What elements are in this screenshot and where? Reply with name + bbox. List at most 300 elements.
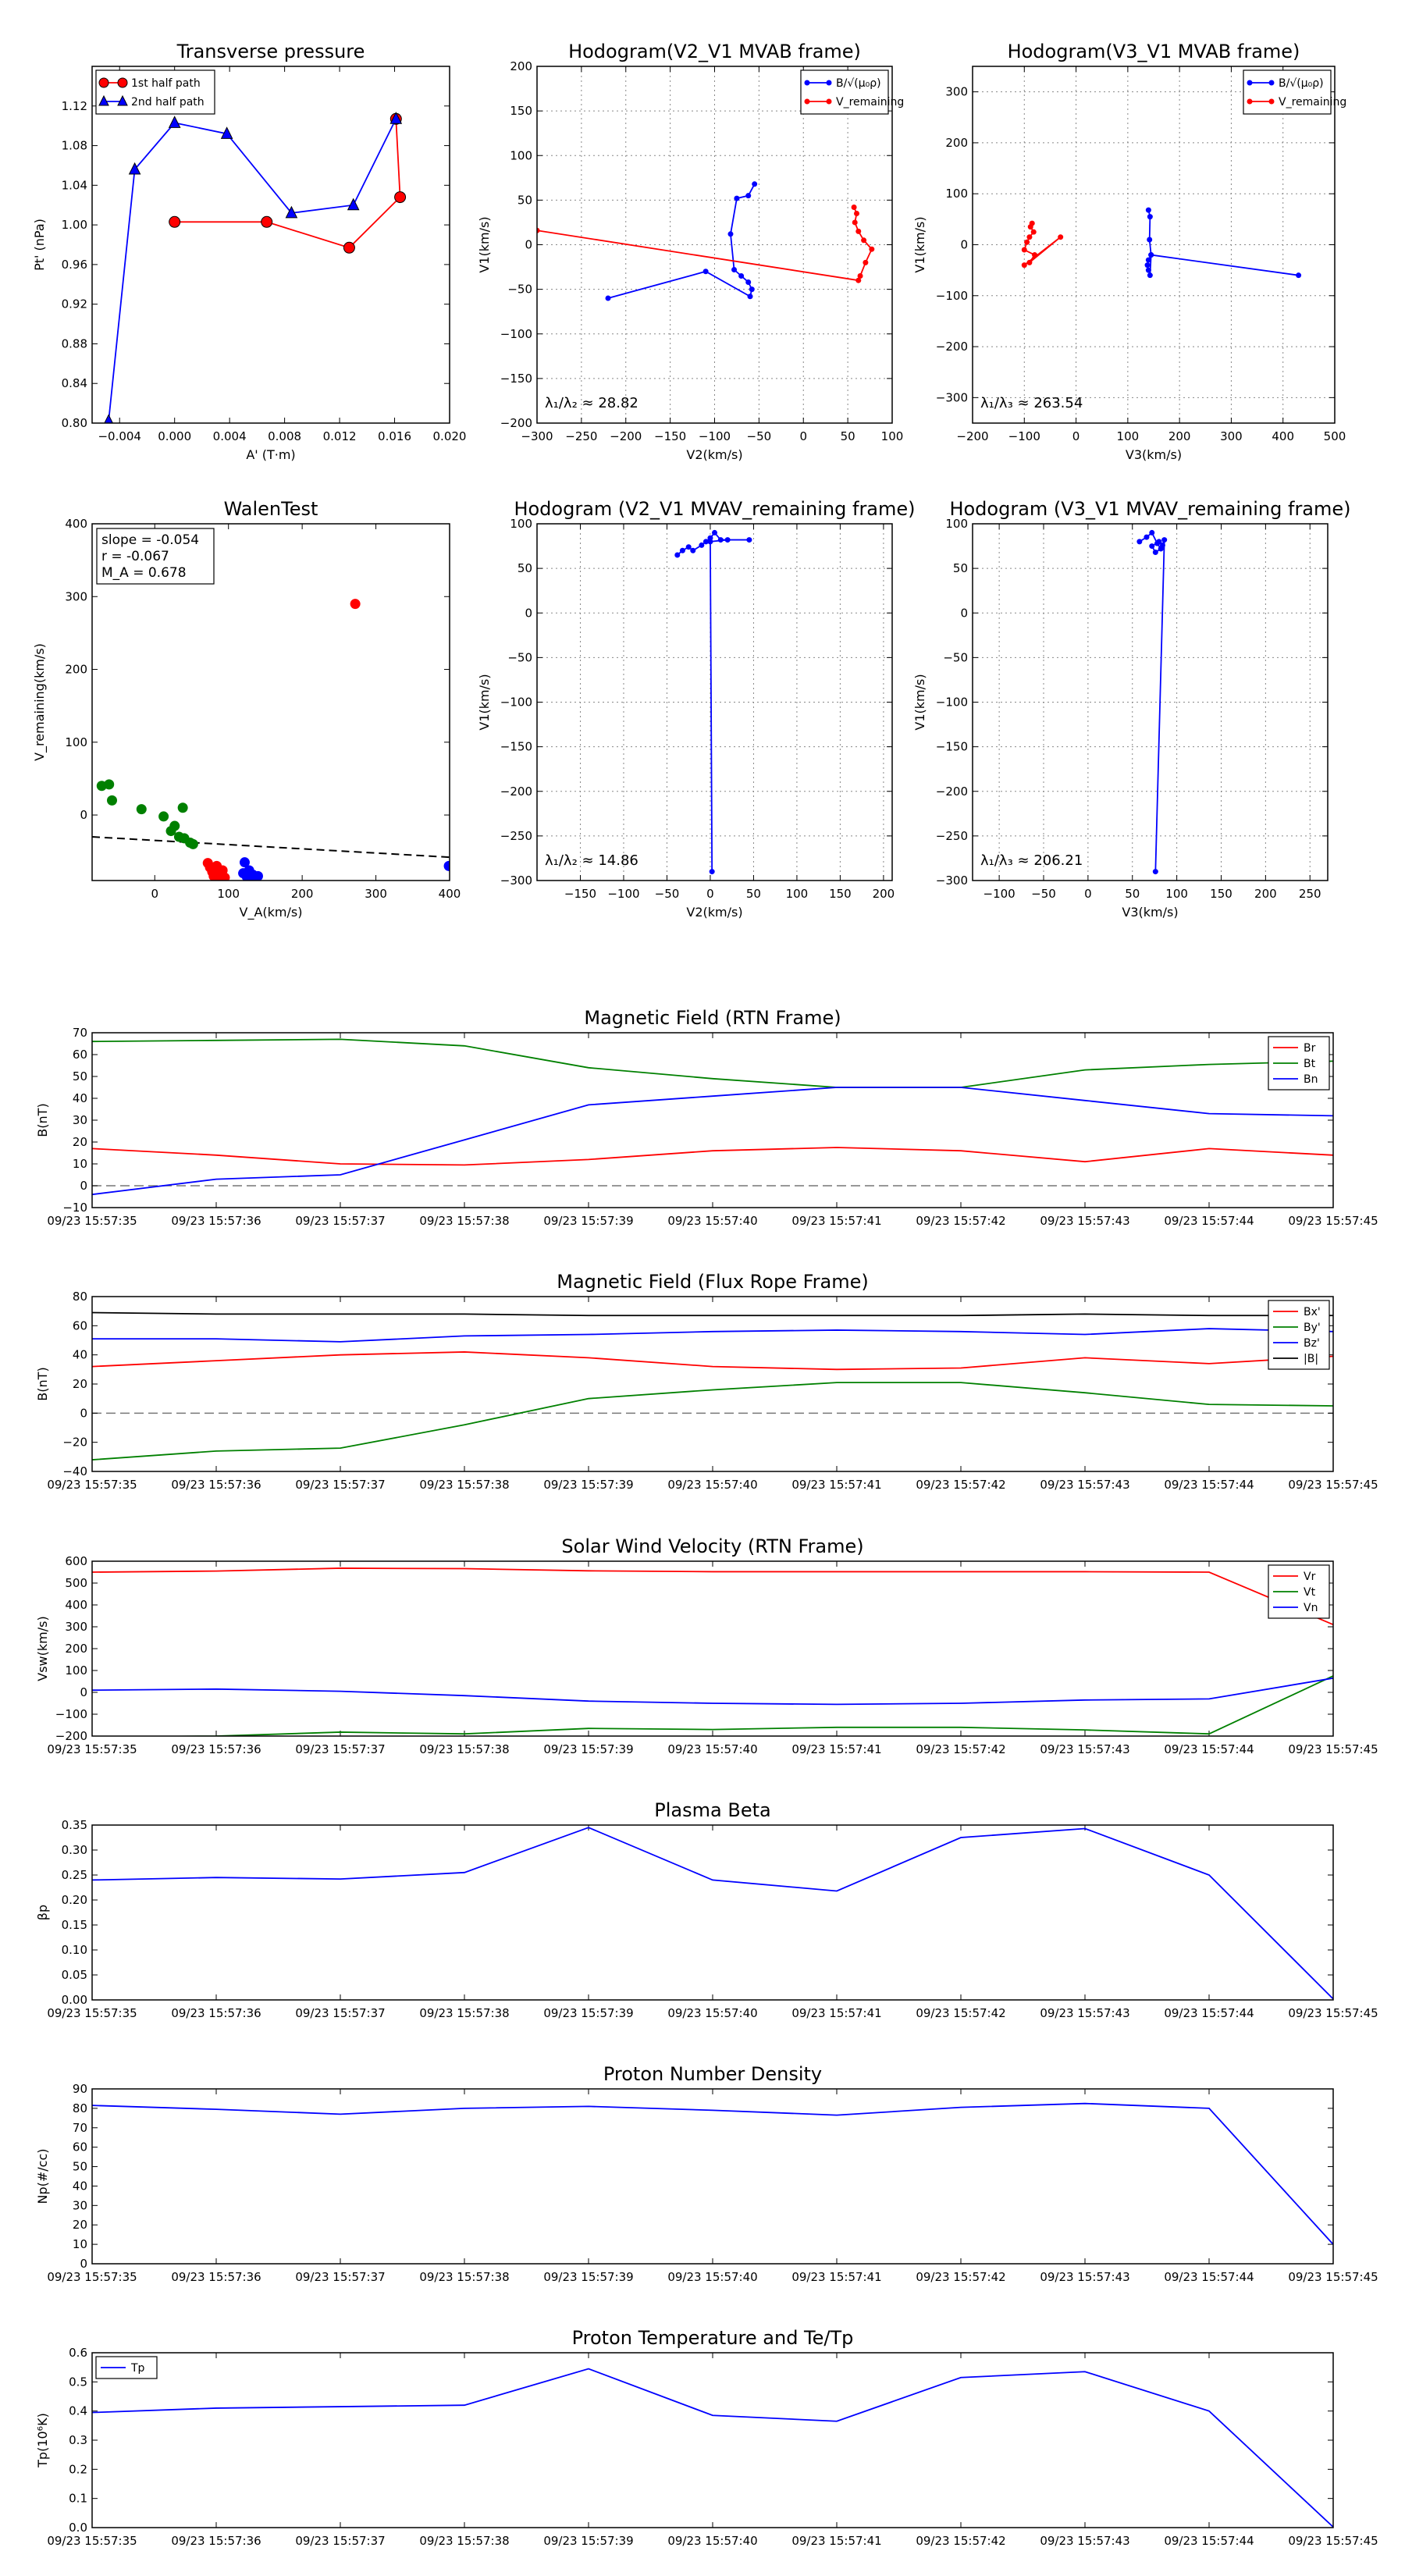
y-tick-label: −150 [935, 739, 968, 754]
legend [1268, 1037, 1329, 1090]
x-tick-label: 50 [1125, 887, 1140, 901]
y-tick-label: −100 [500, 326, 532, 341]
y-tick-label: 300 [945, 84, 968, 99]
x-tick-label: 09/23 15:57:35 [47, 1478, 137, 1492]
x-tick-label: 50 [840, 429, 855, 443]
data-point [169, 216, 180, 227]
x-tick-label: 09/23 15:57:41 [791, 2270, 882, 2284]
x-tick-label: 100 [1165, 887, 1188, 901]
legend-marker [827, 80, 832, 86]
x-tick-label: 100 [880, 429, 904, 443]
x-tick-label: 09/23 15:57:42 [916, 2534, 1006, 2548]
y-tick-label: 60 [72, 1048, 87, 1062]
data-point [1022, 247, 1027, 253]
x-tick-label: 09/23 15:57:41 [791, 2534, 882, 2548]
y-tick-label: 500 [65, 1576, 87, 1590]
x-tick-label: −50 [746, 429, 772, 443]
legend-marker [1269, 80, 1275, 86]
data-point [1149, 530, 1154, 535]
x-tick-label: 09/23 15:57:38 [419, 1742, 510, 1756]
data-point [169, 821, 180, 831]
y-tick-label: 0.6 [69, 2346, 87, 2360]
y-tick-label: 0 [80, 1685, 87, 1699]
x-tick-label: 09/23 15:57:37 [295, 1742, 386, 1756]
x-tick-label: 09/23 15:57:44 [1164, 1214, 1254, 1228]
x-tick-label: 09/23 15:57:35 [47, 1214, 137, 1228]
data-point [710, 869, 715, 874]
x-tick-label: 09/23 15:57:45 [1288, 1214, 1378, 1228]
legend-label: Tp [131, 2362, 145, 2375]
legend-label: Vn [1304, 1602, 1318, 1614]
y-tick-label: 0.20 [61, 1893, 87, 1907]
x-tick-label: 09/23 15:57:40 [667, 2006, 758, 2020]
y-tick-label: 0.92 [61, 297, 87, 311]
y-tick-label: −10 [62, 1201, 87, 1215]
y-axis-label: V_remaining(km/s) [32, 643, 47, 761]
y-tick-label: 80 [72, 2101, 87, 2115]
x-tick-label: −250 [565, 429, 598, 443]
chart-title: Transverse pressure [176, 41, 365, 62]
y-tick-label: 0.84 [61, 376, 87, 391]
x-axis-label: V3(km/s) [1122, 905, 1179, 920]
data-point [869, 247, 874, 252]
y-tick-label: −100 [935, 288, 968, 303]
chart-title: Plasma Beta [654, 1799, 771, 1821]
y-tick-label: 0.3 [69, 2433, 87, 2447]
x-tick-label: 09/23 15:57:44 [1164, 2270, 1254, 2284]
data-point [240, 857, 250, 867]
y-axis-label: V1(km/s) [912, 216, 927, 273]
x-tick-label: 0.012 [322, 429, 357, 443]
x-tick-label: 0 [151, 887, 159, 901]
data-point [1028, 224, 1033, 229]
y-tick-label: −250 [500, 828, 532, 843]
y-tick-label: 200 [65, 662, 87, 677]
x-tick-label: 09/23 15:57:36 [171, 2270, 261, 2284]
x-tick-label: 0.020 [432, 429, 467, 443]
x-tick-label: 150 [1210, 887, 1232, 901]
y-tick-label: 40 [72, 2179, 87, 2194]
x-tick-label: 0.008 [268, 429, 302, 443]
x-tick-label: −150 [564, 887, 597, 901]
x-tick-label: 200 [1254, 887, 1277, 901]
data-point [188, 839, 198, 849]
y-tick-label: −300 [935, 873, 968, 888]
y-axis-label: B(nT) [35, 1367, 50, 1401]
annotation-text: λ₁/λ₂ ≈ 14.86 [545, 852, 638, 869]
y-axis-label: Vsw(km/s) [35, 1616, 50, 1681]
x-tick-label: 09/23 15:57:38 [419, 1214, 510, 1228]
x-tick-label: 0.004 [212, 429, 247, 443]
y-tick-label: 20 [72, 1377, 87, 1391]
x-axis-label: V_A(km/s) [239, 905, 303, 920]
data-point [725, 537, 731, 543]
data-point [731, 267, 737, 272]
y-tick-label: 90 [72, 2082, 87, 2096]
x-tick-label: 0 [1072, 429, 1080, 443]
chart-title: Hodogram (V2_V1 MVAV_remaining frame) [514, 498, 916, 520]
data-point [1024, 240, 1030, 245]
data-point [1026, 234, 1032, 240]
y-tick-label: 0.88 [61, 336, 87, 351]
legend-label: |B| [1304, 1353, 1319, 1365]
x-tick-label: 09/23 15:57:38 [419, 2534, 510, 2548]
x-tick-label: 250 [1298, 887, 1321, 901]
data-point [674, 552, 680, 557]
x-tick-label: 300 [1220, 429, 1243, 443]
x-tick-label: 09/23 15:57:35 [47, 2270, 137, 2284]
chart-title: Solar Wind Velocity (RTN Frame) [561, 1535, 864, 1557]
y-tick-label: 0.4 [69, 2403, 87, 2418]
y-tick-label: 0.30 [61, 1843, 87, 1857]
x-tick-label: 09/23 15:57:43 [1040, 2006, 1130, 2020]
x-tick-label: 100 [1116, 429, 1140, 443]
data-point [852, 205, 857, 210]
x-tick-label: 09/23 15:57:42 [916, 1214, 1006, 1228]
x-tick-label: 09/23 15:57:41 [791, 1214, 882, 1228]
y-tick-label: −200 [935, 340, 968, 354]
y-tick-label: 0 [960, 606, 968, 621]
y-tick-label: −200 [500, 784, 532, 799]
y-tick-label: 100 [945, 517, 968, 531]
data-point [1161, 537, 1167, 543]
y-tick-label: −50 [507, 282, 532, 297]
x-tick-label: −0.004 [98, 429, 141, 443]
data-point [712, 530, 717, 535]
x-tick-label: 200 [1168, 429, 1191, 443]
x-tick-label: 200 [872, 887, 895, 901]
y-axis-label: B(nT) [35, 1103, 50, 1137]
chart-title: Magnetic Field (RTN Frame) [584, 1007, 841, 1029]
y-axis-label: V1(km/s) [477, 216, 492, 273]
legend-label: B/√(μ₀ρ) [836, 77, 881, 90]
x-axis-label: V2(km/s) [686, 447, 743, 462]
y-tick-label: 80 [72, 1290, 87, 1304]
data-point [1144, 535, 1149, 540]
data-point [707, 539, 713, 544]
data-point [852, 219, 858, 225]
y-tick-label: 0.1 [69, 2491, 87, 2506]
y-tick-label: 0 [960, 237, 968, 252]
y-tick-label: 200 [945, 135, 968, 150]
y-tick-label: 60 [72, 1318, 87, 1333]
x-tick-label: 100 [785, 887, 809, 901]
y-tick-label: 100 [65, 1663, 87, 1678]
y-tick-label: 300 [65, 589, 87, 604]
y-tick-label: 0.2 [69, 2462, 87, 2477]
x-tick-label: −100 [607, 887, 640, 901]
y-tick-label: 0.96 [61, 257, 87, 272]
legend [96, 70, 215, 114]
y-tick-label: 1.12 [61, 98, 87, 113]
x-tick-label: 09/23 15:57:42 [916, 1742, 1006, 1756]
legend [96, 2357, 157, 2379]
chart-title: Proton Number Density [603, 2063, 823, 2085]
x-tick-label: 09/23 15:57:45 [1288, 1478, 1378, 1492]
y-tick-label: −200 [500, 416, 532, 430]
y-tick-label: 50 [72, 1069, 87, 1083]
y-tick-label: −100 [500, 695, 532, 710]
x-tick-label: 09/23 15:57:35 [47, 2534, 137, 2548]
data-point [350, 599, 361, 609]
x-tick-label: 0 [706, 887, 714, 901]
x-tick-label: 100 [217, 887, 240, 901]
y-tick-label: −20 [62, 1435, 87, 1450]
x-axis-label: V3(km/s) [1125, 447, 1183, 462]
y-tick-label: 400 [65, 517, 87, 531]
y-tick-label: 200 [510, 59, 532, 73]
chart-title: Hodogram (V3_V1 MVAV_remaining frame) [949, 498, 1351, 520]
x-tick-label: 09/23 15:57:38 [419, 1478, 510, 1492]
data-point [261, 216, 272, 227]
y-tick-label: 0 [80, 2257, 87, 2271]
x-tick-label: 09/23 15:57:36 [171, 2534, 261, 2548]
y-axis-label: V1(km/s) [477, 674, 492, 731]
chart-title: Magnetic Field (Flux Rope Frame) [557, 1271, 869, 1293]
data-point [1032, 252, 1037, 258]
data-point [745, 279, 751, 285]
data-point [703, 269, 709, 274]
y-tick-label: 1.04 [61, 178, 87, 193]
y-tick-label: 0.15 [61, 1918, 87, 1932]
y-tick-label: 50 [952, 561, 968, 576]
x-tick-label: 0.016 [378, 429, 412, 443]
legend-marker [1269, 99, 1275, 105]
chart-title: WalenTest [223, 498, 318, 520]
data-point [104, 779, 114, 789]
data-point [1147, 214, 1153, 219]
y-tick-label: 100 [510, 517, 532, 531]
y-tick-label: −50 [507, 650, 532, 665]
x-tick-label: 09/23 15:57:37 [295, 1214, 386, 1228]
legend [1268, 1300, 1329, 1369]
legend-label: Bz' [1304, 1337, 1320, 1350]
x-tick-label: −50 [654, 887, 680, 901]
data-point [1148, 252, 1154, 258]
data-point [752, 181, 757, 187]
x-tick-label: 09/23 15:57:45 [1288, 2006, 1378, 2020]
x-tick-label: 0 [1084, 887, 1092, 901]
y-tick-label: −200 [55, 1729, 87, 1743]
y-tick-label: 30 [72, 1113, 87, 1127]
x-tick-label: 09/23 15:57:37 [295, 2534, 386, 2548]
chart-title: Hodogram(V3_V1 MVAB frame) [1007, 41, 1300, 62]
x-tick-label: −300 [521, 429, 553, 443]
x-tick-label: 0 [799, 429, 808, 443]
data-point [863, 260, 868, 265]
x-tick-label: 09/23 15:57:37 [295, 2270, 386, 2284]
data-point [727, 231, 733, 237]
data-point [158, 811, 169, 821]
legend-label: V_remaining [836, 96, 905, 109]
y-axis-label: Pt' (nPa) [32, 219, 47, 271]
y-tick-label: −200 [935, 784, 968, 799]
x-tick-label: −100 [1008, 429, 1040, 443]
data-point [606, 296, 611, 301]
data-point [1026, 260, 1032, 265]
y-tick-label: 100 [510, 148, 532, 163]
y-tick-label: 0.5 [69, 2375, 87, 2389]
data-point [686, 544, 692, 550]
y-axis-label: Tp(10⁶K) [35, 2413, 50, 2467]
data-point [1160, 543, 1165, 548]
data-point [1146, 208, 1151, 213]
data-point [1022, 262, 1027, 268]
data-point [738, 273, 744, 279]
x-tick-label: 09/23 15:57:41 [791, 1742, 882, 1756]
y-tick-label: 0.05 [61, 1968, 87, 1982]
stats-text: slope = -0.054 [101, 532, 200, 548]
x-tick-label: 200 [290, 887, 314, 901]
x-tick-label: 50 [745, 887, 761, 901]
y-tick-label: 300 [65, 1620, 87, 1634]
y-tick-label: 0 [525, 606, 532, 621]
x-tick-label: 300 [365, 887, 387, 901]
y-tick-label: −40 [62, 1464, 87, 1478]
legend-label: Bn [1304, 1073, 1318, 1086]
legend-label: 1st half path [131, 77, 201, 90]
y-tick-label: 150 [510, 104, 532, 119]
y-tick-label: 0 [80, 808, 87, 823]
data-point [1146, 268, 1151, 273]
data-point [1145, 262, 1151, 268]
y-tick-label: −50 [943, 650, 968, 665]
y-tick-label: 0 [525, 237, 532, 252]
x-tick-label: 09/23 15:57:37 [295, 2006, 386, 2020]
x-tick-label: 09/23 15:57:36 [171, 1742, 261, 1756]
annotation-text: λ₁/λ₃ ≈ 263.54 [980, 395, 1083, 411]
x-axis-label: A' (T·m) [246, 447, 296, 462]
x-tick-label: −200 [610, 429, 642, 443]
y-tick-label: −300 [935, 390, 968, 405]
y-tick-label: 100 [945, 187, 968, 201]
legend-marker [1247, 99, 1253, 105]
x-tick-label: 400 [438, 887, 461, 901]
y-axis-label: Np(#/cc) [35, 2148, 50, 2204]
x-tick-label: 09/23 15:57:38 [419, 2270, 510, 2284]
chart-title: Proton Temperature and Te/Tp [571, 2327, 854, 2349]
y-tick-label: 0.10 [61, 1943, 87, 1957]
legend-label: By' [1304, 1322, 1321, 1334]
x-tick-label: 09/23 15:57:43 [1040, 2534, 1130, 2548]
x-tick-label: 09/23 15:57:45 [1288, 2270, 1378, 2284]
data-point [1031, 229, 1037, 235]
y-tick-label: 0 [80, 1406, 87, 1421]
y-tick-label: 0 [80, 1179, 87, 1193]
data-point [1058, 234, 1063, 240]
x-tick-label: 09/23 15:57:43 [1040, 1742, 1130, 1756]
data-point [854, 211, 859, 216]
data-point [718, 537, 724, 543]
x-tick-label: 09/23 15:57:39 [543, 2534, 634, 2548]
data-point [1146, 258, 1151, 263]
x-tick-label: 09/23 15:57:39 [543, 1742, 634, 1756]
x-tick-label: 0.000 [158, 429, 192, 443]
x-tick-label: 09/23 15:57:36 [171, 1214, 261, 1228]
x-tick-label: −150 [654, 429, 687, 443]
x-tick-label: 09/23 15:57:39 [543, 2006, 634, 2020]
y-tick-label: 0.25 [61, 1868, 87, 1882]
data-point [680, 548, 685, 553]
y-tick-label: 50 [517, 193, 532, 208]
y-axis-label: V1(km/s) [912, 674, 927, 731]
legend-marker [1247, 80, 1253, 86]
legend [801, 70, 904, 114]
y-tick-label: 60 [72, 2140, 87, 2154]
x-tick-label: 09/23 15:57:40 [667, 1214, 758, 1228]
y-tick-label: −300 [500, 873, 532, 888]
chart-title: Hodogram(V2_V1 MVAB frame) [568, 41, 861, 62]
data-point [1153, 550, 1158, 555]
x-tick-label: 09/23 15:57:41 [791, 2006, 882, 2020]
data-point [343, 242, 354, 253]
x-tick-label: −50 [1031, 887, 1056, 901]
data-point [855, 278, 861, 283]
legend-label: Bx' [1304, 1306, 1321, 1318]
x-tick-label: −200 [956, 429, 989, 443]
y-tick-label: −100 [55, 1707, 87, 1721]
y-tick-label: 1.08 [61, 138, 87, 153]
legend-marker [827, 99, 832, 105]
x-tick-label: 09/23 15:57:37 [295, 1478, 386, 1492]
y-tick-label: 40 [72, 1091, 87, 1105]
y-tick-label: −150 [500, 371, 532, 386]
data-point [749, 286, 755, 292]
y-tick-label: 0.00 [61, 1993, 87, 2007]
y-tick-label: 0.35 [61, 1818, 87, 1832]
data-point [137, 804, 147, 814]
y-tick-label: 70 [72, 2120, 87, 2135]
annotation-text: λ₁/λ₂ ≈ 28.82 [545, 395, 638, 411]
x-tick-label: 09/23 15:57:43 [1040, 1214, 1130, 1228]
x-axis-label: V2(km/s) [686, 905, 743, 920]
stats-text: r = -0.067 [101, 549, 169, 564]
x-tick-label: 09/23 15:57:36 [171, 2006, 261, 2020]
x-tick-label: 09/23 15:57:42 [916, 1478, 1006, 1492]
x-tick-label: 09/23 15:57:40 [667, 1478, 758, 1492]
y-tick-label: 10 [72, 2237, 87, 2252]
x-tick-label: 09/23 15:57:41 [791, 1478, 882, 1492]
data-point [690, 548, 695, 553]
legend-label: Bt [1304, 1058, 1316, 1070]
data-point [861, 237, 866, 243]
legend-marker [99, 78, 108, 87]
x-tick-label: 09/23 15:57:38 [419, 2006, 510, 2020]
y-tick-label: 30 [72, 2198, 87, 2213]
x-tick-label: 09/23 15:57:39 [543, 2270, 634, 2284]
x-tick-label: 150 [829, 887, 852, 901]
legend-label: Br [1304, 1042, 1316, 1055]
x-tick-label: 09/23 15:57:40 [667, 2534, 758, 2548]
x-tick-label: 09/23 15:57:44 [1164, 1478, 1254, 1492]
x-tick-label: 09/23 15:57:45 [1288, 2534, 1378, 2548]
x-tick-label: 09/23 15:57:42 [916, 2006, 1006, 2020]
y-tick-label: 50 [72, 2159, 87, 2174]
legend-label: V_remaining [1279, 96, 1347, 109]
y-tick-label: 400 [65, 1598, 87, 1612]
data-point [746, 537, 752, 543]
y-tick-label: 200 [65, 1642, 87, 1656]
y-tick-label: −150 [500, 739, 532, 754]
data-point [1147, 237, 1152, 242]
data-point [253, 871, 263, 881]
y-tick-label: 0.80 [61, 416, 87, 430]
y-tick-label: −250 [935, 828, 968, 843]
annotation-text: λ₁/λ₃ ≈ 206.21 [980, 852, 1083, 869]
x-tick-label: 09/23 15:57:44 [1164, 2006, 1254, 2020]
legend-label: B/√(μ₀ρ) [1279, 77, 1324, 90]
x-tick-label: 09/23 15:57:43 [1040, 1478, 1130, 1492]
